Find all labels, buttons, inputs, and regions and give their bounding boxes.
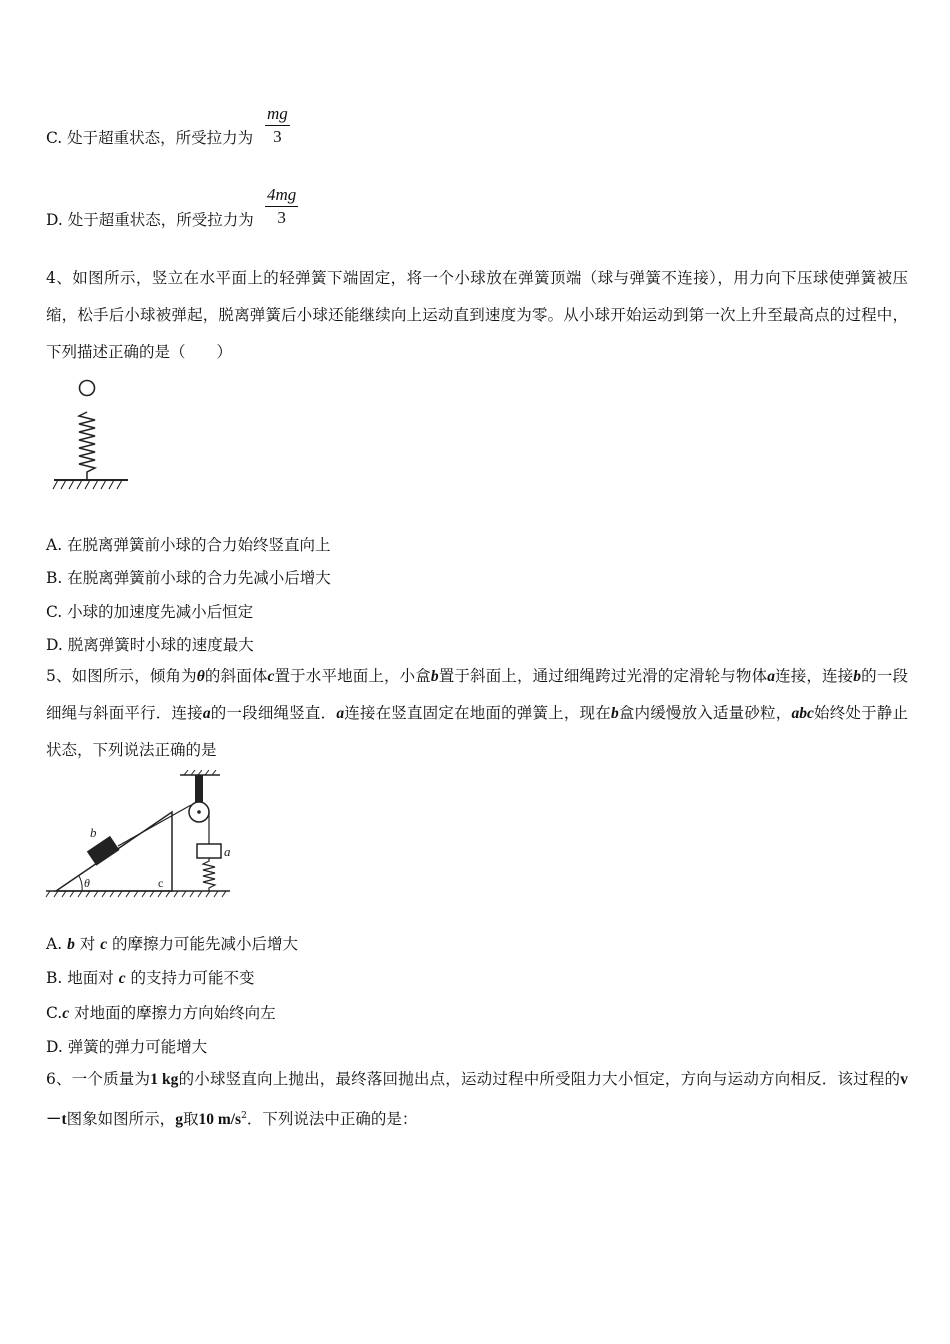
q5-var-c: c	[62, 1005, 70, 1022]
q5-theta: θ	[196, 668, 205, 685]
option-text: 的摩擦力可能先减小后增大	[112, 935, 299, 953]
q6-stem-text: 6、一个质量为	[46, 1070, 151, 1088]
label-theta: θ	[84, 876, 90, 890]
q5-var-a: a	[202, 705, 211, 722]
q5-var-c: c	[267, 668, 275, 685]
q4-spring-ball-figure	[48, 378, 132, 496]
fraction-numerator: 4mg	[265, 185, 298, 207]
q3-option-d	[46, 210, 254, 230]
q5-var-abc: abc	[791, 705, 814, 722]
q5-option-c	[46, 1003, 276, 1024]
q6-gexp: 2	[241, 1111, 247, 1121]
q6-stem-text: ．下列说法中正确的是：	[246, 1110, 418, 1129]
option-text: 对地面的摩擦力方向始终向左	[74, 1004, 276, 1022]
block-a-icon	[197, 844, 221, 858]
q5-incline-pulley-figure	[44, 770, 236, 902]
q5-stem-text: 的斜面体	[204, 667, 268, 685]
option-prefix: A.	[46, 935, 63, 953]
label-b: b	[90, 825, 97, 840]
q4-option-d: D. 脱离弹簧时小球的速度最大	[46, 636, 254, 654]
option-text: 的支持力可能不变	[130, 969, 255, 987]
spring-icon	[79, 412, 95, 480]
q5-stem-text: 置于斜面上，通过细绳跨过光滑的定滑轮与物体	[438, 667, 768, 685]
ball-icon	[80, 381, 95, 396]
ground-hatching-icon	[46, 891, 226, 897]
q3-option-c-fraction	[265, 104, 290, 148]
q5-stem-text: 盒内缓慢放入适量砂粒，	[618, 704, 792, 722]
q4-option-c: C. 小球的加速度先减小后恒定	[46, 603, 254, 621]
q5-var-a: a	[336, 705, 345, 722]
q5-option-b	[46, 968, 255, 989]
q5-stem-text: 置于水平地面上，小盒	[274, 667, 431, 685]
angle-arc	[79, 876, 82, 891]
q5-var-b: b	[853, 668, 862, 685]
q5-stem-text: 5、如图所示，倾角为	[46, 667, 197, 685]
fraction-numerator: mg	[265, 104, 290, 126]
fraction-denominator: 3	[273, 127, 282, 146]
option-prefix: C.	[46, 1004, 63, 1022]
q6-mass: 1 kg	[150, 1071, 179, 1088]
q5-option-a	[46, 934, 298, 955]
q6-stem	[46, 1061, 908, 1138]
q5-stem-text: 的一段细绳与斜面平行．连接	[46, 667, 908, 722]
q5-var-c: c	[100, 936, 108, 953]
option-text: B. 地面对	[46, 969, 114, 987]
rope-incline	[118, 805, 191, 846]
q3-option-c-text: C. 处于超重状态，所受拉力为	[46, 129, 254, 147]
q5-var-c: c	[118, 970, 126, 987]
q3-option-d-fraction	[265, 185, 298, 229]
q3-option-c	[46, 128, 253, 148]
label-c: c	[158, 876, 164, 890]
q6-stem-text: 取	[182, 1110, 199, 1129]
q4-option-b: B. 在脱离弹簧前小球的合力先减小后增大	[46, 569, 331, 587]
ground-hatching-icon	[53, 480, 122, 489]
q3-option-d-text: D. 处于超重状态，所受拉力为	[46, 211, 254, 229]
option-text: 对	[79, 935, 96, 953]
fraction-denominator: 3	[277, 208, 286, 227]
q4-stem: 4、如图所示，竖立在水平面上的轻弹簧下端固定，将一个小球放在弹簧顶端（球与弹簧不连接），用力向下压球使弹簧被压缩，松手后小球被弹起，脱离弹簧后小球还能继续向上运动直到速度为零。从小球开始运动到第一次上升至最高点的过程中，下列描述正确的是（ ）	[46, 269, 908, 361]
q6-gval: 10 m/s	[198, 1111, 242, 1129]
box-b-icon	[87, 836, 120, 866]
q5-stem-text: 始终处于静止状态，下列说法正确的是	[46, 704, 908, 759]
q5-stem	[46, 658, 908, 769]
q5-var-b: b	[67, 936, 75, 953]
label-a: a	[224, 844, 231, 859]
q4-option-a: A. 在脱离弹簧前小球的合力始终竖直向上	[46, 536, 331, 554]
q6-vt: v－t	[46, 1071, 908, 1129]
spring-icon	[203, 858, 215, 891]
q6-g: g	[175, 1111, 183, 1129]
q6-stem-text: 图象如图所示，	[66, 1110, 176, 1129]
q5-var-b: b	[610, 705, 619, 722]
q6-stem-text: 的小球竖直向上抛出，最终落回抛出点，运动过程中所受阻力大小恒定，方向与运动方向相反．该过程的	[178, 1070, 901, 1088]
q5-option-d: D. 弹簧的弹力可能增大	[46, 1038, 208, 1056]
q5-var-b: b	[430, 668, 439, 685]
q5-stem-text: 连接在竖直固定在地面的弹簧上，现在	[344, 704, 611, 722]
q5-stem-text: 的一段细绳竖直．	[210, 704, 337, 722]
q5-stem-text: 连接，连接	[774, 667, 854, 685]
q5-var-a: a	[767, 668, 775, 685]
